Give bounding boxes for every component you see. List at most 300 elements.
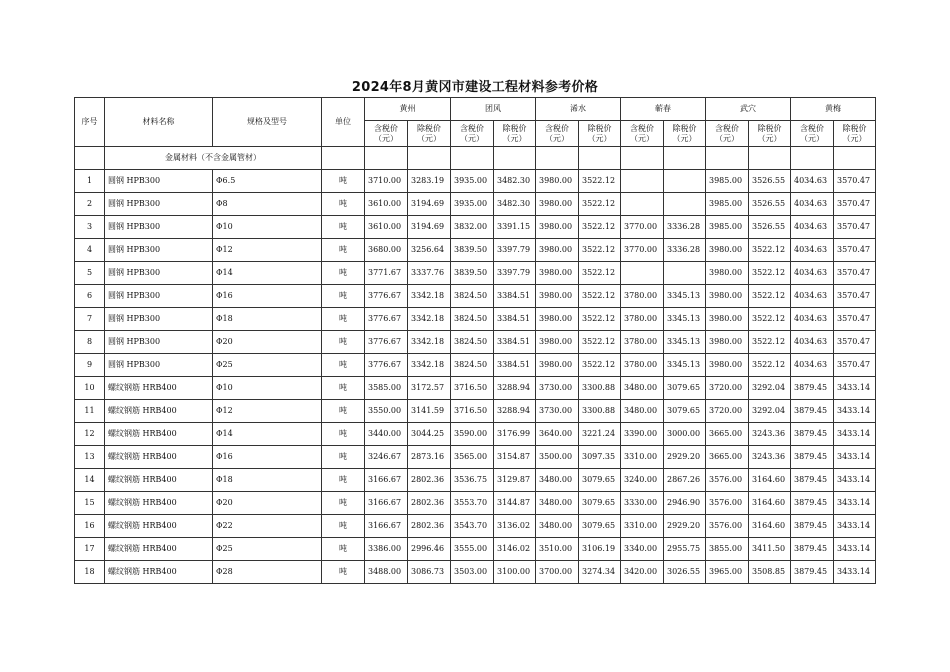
price-tax-included: 3980.00 [536,239,579,262]
price-tax-included: 3480.00 [621,400,664,423]
price-tax-included: 3310.00 [621,515,664,538]
material-name: 圆钢 HPB300 [105,285,213,308]
price-tax-included [621,262,664,285]
price-tax-included: 3879.45 [791,446,834,469]
price-tax-included: 3710.00 [365,170,408,193]
price-tax-excluded: 3570.47 [834,331,876,354]
price-tax-excluded: 3570.47 [834,193,876,216]
material-name: 螺纹钢筋 HRB400 [105,446,213,469]
price-tax-excluded: 3342.18 [408,354,451,377]
price-tax-included: 3980.00 [706,331,749,354]
price-tax-excluded: 2802.36 [408,469,451,492]
price-tax-included: 3824.50 [451,285,494,308]
price-tax-included: 3935.00 [451,170,494,193]
price-tax-excluded: 3342.18 [408,331,451,354]
material-spec: Φ25 [213,354,322,377]
price-tax-included: 3780.00 [621,331,664,354]
material-unit: 吨 [322,239,365,262]
header-region: 黄州 [365,98,451,121]
price-tax-included: 3716.50 [451,377,494,400]
price-tax-excluded: 3384.51 [494,308,536,331]
header-price-label: 含税价 [630,123,654,133]
price-tax-excluded: 3522.12 [579,308,621,331]
price-tax-included: 3166.67 [365,492,408,515]
table-row [75,193,876,216]
table-row [75,561,876,584]
material-name: 圆钢 HPB300 [105,216,213,239]
material-spec: Φ22 [213,515,322,538]
table-row [75,331,876,354]
price-tax-excluded: 3300.88 [579,400,621,423]
price-tax-included: 3716.50 [451,400,494,423]
price-tax-included: 3879.45 [791,400,834,423]
price-tax-excluded: 3100.00 [494,561,536,584]
header-tax-included [365,121,408,147]
price-tax-included: 3832.00 [451,216,494,239]
price-tax-included: 3780.00 [621,285,664,308]
price-tax-included: 3553.70 [451,492,494,515]
price-tax-excluded: 3144.87 [494,492,536,515]
price-tax-excluded: 3522.12 [749,239,791,262]
price-tax-included: 3770.00 [621,239,664,262]
price-tax-included [621,193,664,216]
price-tax-included: 3390.00 [621,423,664,446]
page-title: 2024年8月黄冈市建设工程材料参考价格 [351,80,599,95]
table-row [75,515,876,538]
price-tax-excluded: 3433.14 [834,515,876,538]
material-unit: 吨 [322,285,365,308]
price-tax-excluded: 3086.73 [408,561,451,584]
header-price-label: 含税价 [715,123,739,133]
price-tax-excluded: 3336.28 [664,239,706,262]
table-row [75,492,876,515]
price-tax-excluded: 3570.47 [834,285,876,308]
header-tax-excluded [408,121,451,147]
material-spec: Φ18 [213,308,322,331]
price-tax-included: 3776.67 [365,285,408,308]
material-name: 圆钢 HPB300 [105,262,213,285]
price-tax-included: 3824.50 [451,331,494,354]
price-tax-included: 3700.00 [536,561,579,584]
price-tax-excluded: 3433.14 [834,377,876,400]
price-tax-included: 3839.50 [451,239,494,262]
price-tax-excluded: 3154.87 [494,446,536,469]
material-unit: 吨 [322,308,365,331]
price-tax-included: 3665.00 [706,446,749,469]
price-tax-excluded: 3342.18 [408,308,451,331]
price-tax-included: 3480.00 [536,469,579,492]
price-tax-excluded: 3129.87 [494,469,536,492]
header-price-label: 除税价 [757,123,782,133]
header-price-unit: （元） [715,133,739,143]
price-tax-included: 3480.00 [621,377,664,400]
price-tax-excluded: 3433.14 [834,400,876,423]
price-tax-excluded: 3522.12 [749,262,791,285]
price-tax-excluded: 3522.12 [579,239,621,262]
price-tax-included: 3980.00 [536,331,579,354]
price-tax-excluded: 2873.16 [408,446,451,469]
price-tax-included: 3585.00 [365,377,408,400]
material-name: 螺纹钢筋 HRB400 [105,561,213,584]
price-tax-excluded: 3433.14 [834,492,876,515]
price-tax-excluded: 3433.14 [834,469,876,492]
price-tax-excluded: 3000.00 [664,423,706,446]
price-tax-excluded: 3522.12 [579,193,621,216]
price-tax-excluded: 3570.47 [834,216,876,239]
material-name: 圆钢 HPB300 [105,239,213,262]
price-tax-included: 3980.00 [536,193,579,216]
price-tax-included: 3386.00 [365,538,408,561]
material-spec: Φ6.5 [213,170,322,193]
row-number: 17 [75,538,105,561]
price-tax-included: 3879.45 [791,561,834,584]
price-tax-excluded: 3256.64 [408,239,451,262]
price-tax-excluded: 2802.36 [408,492,451,515]
price-tax-excluded: 3384.51 [494,354,536,377]
header-price-unit: （元） [630,133,654,143]
price-tax-included: 3310.00 [621,446,664,469]
header-region: 武穴 [706,98,791,121]
price-tax-included: 3980.00 [536,354,579,377]
table-row [75,423,876,446]
material-name: 圆钢 HPB300 [105,193,213,216]
price-tax-excluded: 2867.26 [664,469,706,492]
table-row [75,538,876,561]
price-tax-excluded: 3522.12 [749,354,791,377]
material-unit: 吨 [322,170,365,193]
material-unit: 吨 [322,492,365,515]
price-tax-excluded: 2929.20 [664,446,706,469]
price-tax-excluded: 3522.12 [579,170,621,193]
table-row [75,377,876,400]
header-price-unit: （元） [460,133,484,143]
price-tax-included: 3503.00 [451,561,494,584]
price-tax-included: 3980.00 [706,308,749,331]
header-tax-excluded [579,121,621,147]
price-tax-included: 3980.00 [706,354,749,377]
table-row [75,400,876,423]
price-tax-excluded: 2946.90 [664,492,706,515]
price-tax-excluded: 3164.60 [749,515,791,538]
table-row [75,308,876,331]
header-price-label: 除税价 [502,123,527,133]
price-tax-excluded: 3079.65 [579,469,621,492]
price-tax-included: 3980.00 [706,239,749,262]
price-tax-included: 3771.67 [365,262,408,285]
price-tax-included: 3488.00 [365,561,408,584]
row-number: 2 [75,193,105,216]
material-unit: 吨 [322,262,365,285]
price-tax-excluded: 3345.13 [664,285,706,308]
material-name: 螺纹钢筋 HRB400 [105,423,213,446]
header-price-label: 含税价 [800,123,824,133]
material-unit: 吨 [322,377,365,400]
price-tax-included: 3720.00 [706,377,749,400]
price-tax-excluded: 3570.47 [834,239,876,262]
header-price-unit: （元） [545,133,569,143]
price-tax-excluded: 2802.36 [408,515,451,538]
price-tax-excluded [664,193,706,216]
table-row [75,469,876,492]
material-spec: Φ12 [213,400,322,423]
price-tax-included: 4034.63 [791,331,834,354]
price-tax-included: 3555.00 [451,538,494,561]
row-number: 8 [75,331,105,354]
material-unit: 吨 [322,515,365,538]
price-tax-included: 4034.63 [791,285,834,308]
price-tax-excluded: 3079.65 [664,400,706,423]
material-name: 螺纹钢筋 HRB400 [105,469,213,492]
price-tax-excluded: 3243.36 [749,446,791,469]
price-tax-included: 3166.67 [365,469,408,492]
material-unit: 吨 [322,538,365,561]
material-name: 螺纹钢筋 HRB400 [105,400,213,423]
price-tax-excluded: 3345.13 [664,308,706,331]
row-number: 5 [75,262,105,285]
price-tax-included: 4034.63 [791,193,834,216]
price-tax-included: 3879.45 [791,423,834,446]
row-number: 3 [75,216,105,239]
price-tax-excluded: 3570.47 [834,308,876,331]
price-tax-included: 3980.00 [536,285,579,308]
price-tax-excluded: 3526.55 [749,216,791,239]
price-tax-excluded: 3384.51 [494,331,536,354]
price-tax-included: 3985.00 [706,216,749,239]
price-tax-excluded: 3433.14 [834,423,876,446]
header-region: 团风 [451,98,536,121]
price-tax-included: 3536.75 [451,469,494,492]
price-tax-included: 3980.00 [536,262,579,285]
material-unit: 吨 [322,331,365,354]
row-number: 16 [75,515,105,538]
price-tax-included: 3665.00 [706,423,749,446]
price-tax-included: 4034.63 [791,239,834,262]
price-tax-included: 3565.00 [451,446,494,469]
price-tax-excluded: 3522.12 [749,308,791,331]
price-tax-included: 3550.00 [365,400,408,423]
price-tax-excluded: 3570.47 [834,354,876,377]
price-tax-included: 3879.45 [791,492,834,515]
material-name: 螺纹钢筋 HRB400 [105,538,213,561]
row-number: 4 [75,239,105,262]
price-tax-included: 3776.67 [365,331,408,354]
price-tax-included: 3780.00 [621,308,664,331]
price-tax-excluded: 3044.25 [408,423,451,446]
price-tax-included: 3980.00 [706,285,749,308]
header-price-label: 含税价 [460,123,484,133]
price-tax-excluded: 3194.69 [408,216,451,239]
price-tax-included: 3839.50 [451,262,494,285]
price-tax-included: 3330.00 [621,492,664,515]
price-tax-excluded: 3243.36 [749,423,791,446]
price-tax-excluded: 3026.55 [664,561,706,584]
price-tax-included: 3776.67 [365,308,408,331]
section-label: 金属材料（不含金属管材） [105,147,322,170]
price-tax-excluded: 3164.60 [749,492,791,515]
price-tax-included: 3965.00 [706,561,749,584]
price-tax-included: 3500.00 [536,446,579,469]
header-spec: 规格及型号 [213,98,322,147]
material-spec: Φ10 [213,377,322,400]
price-tax-excluded: 3345.13 [664,331,706,354]
header-price-label: 除税价 [672,123,697,133]
price-tax-excluded: 3345.13 [664,354,706,377]
price-tax-excluded: 3570.47 [834,262,876,285]
price-tax-included: 3576.00 [706,492,749,515]
price-tax-included: 3576.00 [706,469,749,492]
price-tax-excluded: 3274.34 [579,561,621,584]
material-spec: Φ10 [213,216,322,239]
price-tax-excluded: 3526.55 [749,193,791,216]
header-price-label: 含税价 [545,123,569,133]
price-tax-excluded: 3522.12 [579,216,621,239]
header-price-unit: （元） [757,133,782,143]
header-tax-excluded [834,121,876,147]
row-number: 14 [75,469,105,492]
material-spec: Φ16 [213,446,322,469]
material-name: 圆钢 HPB300 [105,354,213,377]
price-tax-included: 3935.00 [451,193,494,216]
price-tax-included: 3420.00 [621,561,664,584]
price-tax-excluded: 3482.30 [494,170,536,193]
price-tax-excluded: 3176.99 [494,423,536,446]
price-tax-included: 3166.67 [365,515,408,538]
material-name: 圆钢 HPB300 [105,170,213,193]
header-tax-excluded [664,121,706,147]
price-tax-excluded: 3079.65 [579,515,621,538]
price-tax-included: 3720.00 [706,400,749,423]
price-tax-included: 4034.63 [791,170,834,193]
header-name: 材料名称 [105,98,213,147]
material-unit: 吨 [322,193,365,216]
header-price-unit: （元） [374,133,398,143]
price-tax-included: 4034.63 [791,262,834,285]
price-tax-excluded: 3526.55 [749,170,791,193]
price-tax-included: 3980.00 [536,308,579,331]
section-row [75,147,876,170]
header-region: 蕲春 [621,98,706,121]
material-spec: Φ20 [213,492,322,515]
row-number: 13 [75,446,105,469]
header-seq: 序号 [75,98,105,147]
price-tax-excluded: 3079.65 [664,377,706,400]
row-number: 6 [75,285,105,308]
table-row [75,170,876,193]
price-tax-included: 3980.00 [706,262,749,285]
price-tax-excluded: 3079.65 [579,492,621,515]
price-tax-excluded: 3433.14 [834,538,876,561]
price-tax-excluded: 3336.28 [664,216,706,239]
price-tax-included: 3480.00 [536,515,579,538]
price-tax-excluded: 3384.51 [494,285,536,308]
price-tax-included: 3879.45 [791,377,834,400]
price-tax-included: 3780.00 [621,354,664,377]
material-spec: Φ14 [213,423,322,446]
header-price-label: 含税价 [374,123,398,133]
price-tax-excluded: 3337.76 [408,262,451,285]
header-region: 浠水 [536,98,621,121]
material-unit: 吨 [322,469,365,492]
price-tax-excluded: 3522.12 [749,285,791,308]
price-tax-excluded: 3172.57 [408,377,451,400]
table-row [75,216,876,239]
price-tax-excluded: 3106.19 [579,538,621,561]
row-number: 15 [75,492,105,515]
price-tax-excluded [664,262,706,285]
table-row [75,285,876,308]
price-tax-excluded: 3288.94 [494,377,536,400]
header-tax-included [451,121,494,147]
material-unit: 吨 [322,354,365,377]
price-tax-included: 3776.67 [365,354,408,377]
price-tax-excluded: 3397.79 [494,239,536,262]
material-spec: Φ25 [213,538,322,561]
price-tax-excluded: 3570.47 [834,170,876,193]
material-spec: Φ28 [213,561,322,584]
material-unit: 吨 [322,561,365,584]
price-tax-excluded: 3283.19 [408,170,451,193]
header-price-unit: （元） [672,133,697,143]
price-tax-included: 3576.00 [706,515,749,538]
price-tax-included: 3680.00 [365,239,408,262]
price-tax-included: 3824.50 [451,354,494,377]
price-tax-included: 3640.00 [536,423,579,446]
price-tax-excluded: 3522.12 [579,331,621,354]
price-tax-included: 3855.00 [706,538,749,561]
price-tax-excluded: 3292.04 [749,377,791,400]
price-tax-excluded: 3522.12 [749,331,791,354]
price-table [74,97,876,584]
price-tax-excluded: 3300.88 [579,377,621,400]
price-tax-included: 3824.50 [451,308,494,331]
header-price-unit: （元） [800,133,824,143]
price-tax-excluded [664,170,706,193]
header-tax-excluded [494,121,536,147]
price-tax-excluded: 3221.24 [579,423,621,446]
material-unit: 吨 [322,423,365,446]
header-unit: 单位 [322,98,365,147]
header-price-unit: （元） [842,133,867,143]
price-tax-included: 3610.00 [365,216,408,239]
price-tax-included: 3879.45 [791,538,834,561]
header-price-unit: （元） [502,133,527,143]
row-number: 18 [75,561,105,584]
price-tax-included: 3980.00 [536,216,579,239]
price-tax-included: 3985.00 [706,170,749,193]
table-row [75,239,876,262]
price-tax-included [621,170,664,193]
header-tax-excluded [749,121,791,147]
price-tax-included: 3440.00 [365,423,408,446]
header-tax-included [706,121,749,147]
price-tax-excluded: 3288.94 [494,400,536,423]
price-tax-included: 3730.00 [536,377,579,400]
price-tax-included: 3340.00 [621,538,664,561]
price-tax-included: 4034.63 [791,308,834,331]
price-tax-included: 3240.00 [621,469,664,492]
row-number: 1 [75,170,105,193]
material-spec: Φ20 [213,331,322,354]
material-name: 圆钢 HPB300 [105,331,213,354]
row-number: 9 [75,354,105,377]
price-tax-excluded: 3433.14 [834,446,876,469]
price-tax-included: 3610.00 [365,193,408,216]
header-price-label: 除税价 [417,123,441,133]
price-tax-included: 3510.00 [536,538,579,561]
price-tax-excluded: 3141.59 [408,400,451,423]
price-tax-included: 3879.45 [791,469,834,492]
price-tax-included: 3770.00 [621,216,664,239]
